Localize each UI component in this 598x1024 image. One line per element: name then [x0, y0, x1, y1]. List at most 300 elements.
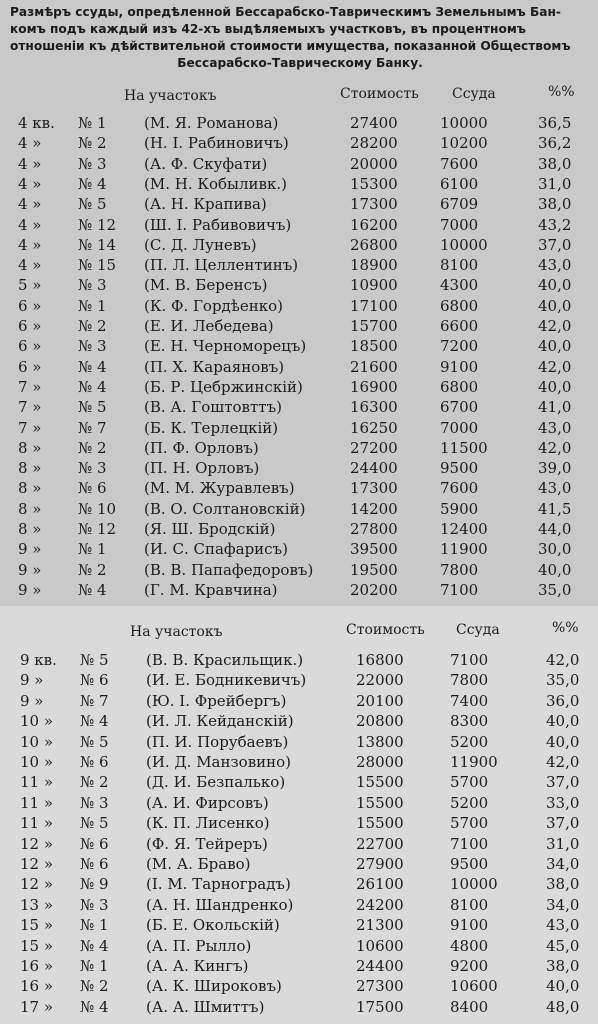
owner-cell: (В. О. Солтановскій) — [144, 499, 306, 518]
plot-number-cell: № 9 — [80, 875, 109, 894]
table-row — [0, 732, 598, 752]
percent-cell: 40,0 — [538, 337, 572, 356]
value-cell: 21600 — [350, 357, 398, 376]
percent-cell: 30,0 — [538, 540, 572, 559]
owner-cell: (М. Н. Кобыливк.) — [144, 174, 287, 193]
value-cell: 27800 — [350, 520, 398, 538]
value-cell: 26800 — [350, 235, 398, 254]
table-row — [0, 418, 598, 438]
value-cell: 18500 — [350, 337, 398, 356]
plot-number-cell: № 4 — [78, 580, 107, 599]
loan-cell: 6600 — [440, 317, 479, 335]
percent-cell: 42,0 — [538, 317, 572, 335]
value-cell: 28200 — [350, 134, 398, 153]
quarter-cell: 12 » — [20, 834, 54, 853]
table-row — [0, 772, 598, 792]
owner-cell: (В. А. Гоштовттъ) — [144, 398, 282, 417]
plot-number-cell: № 2 — [78, 560, 107, 579]
owner-cell: (М. Я. Романова) — [144, 114, 279, 132]
plot-number-cell: № 3 — [80, 895, 109, 914]
percent-cell: 38,0 — [546, 875, 580, 894]
value-cell: 15700 — [350, 317, 398, 335]
loan-cell: 11500 — [440, 438, 488, 457]
plot-number-cell: № 4 — [78, 357, 107, 376]
owner-cell: (Г. М. Кравчина) — [144, 580, 278, 599]
quarter-cell: 7 » — [18, 377, 42, 396]
quarter-cell: 5 » — [18, 276, 42, 295]
loan-cell: 7400 — [450, 691, 489, 710]
loan-cell: 9100 — [440, 357, 479, 376]
table-row — [0, 854, 598, 874]
percent-cell: 45,0 — [546, 936, 580, 955]
percent-cell: 34,0 — [546, 895, 580, 914]
owner-cell: (К. Ф. Гордѣенко) — [144, 296, 283, 315]
table-row — [0, 133, 598, 153]
loan-cell: 9200 — [450, 957, 489, 975]
plot-number-cell: № 1 — [78, 296, 107, 315]
table-row — [0, 397, 598, 417]
percent-cell: 42,0 — [538, 438, 572, 457]
value-cell: 17300 — [350, 195, 398, 214]
quarter-cell: 4 » — [18, 134, 42, 153]
percent-cell: 43,0 — [538, 256, 572, 275]
owner-cell: (Е. И. Лебедева) — [144, 317, 274, 335]
percent-cell: 37,0 — [546, 814, 580, 833]
owner-cell: (Е. Н. Черноморецъ) — [144, 337, 307, 356]
plot-number-cell: № 14 — [78, 235, 117, 254]
plot-number-cell: № 12 — [78, 215, 117, 234]
percent-cell: 42,0 — [546, 651, 580, 669]
percent-cell: 37,0 — [538, 235, 572, 254]
loan-cell: 7800 — [450, 671, 489, 690]
table-row — [0, 336, 598, 356]
value-cell: 27400 — [350, 114, 398, 132]
plot-number-cell: № 5 — [80, 814, 109, 833]
table-row — [0, 813, 598, 833]
table-row — [0, 458, 598, 478]
percent-cell: 40,0 — [538, 276, 572, 295]
quarter-cell: 8 » — [18, 438, 42, 457]
quarter-cell: 11 » — [20, 773, 54, 792]
quarter-cell: 8 » — [18, 479, 42, 498]
percent-cell: 31,0 — [538, 174, 572, 193]
plot-number-cell: № 12 — [78, 520, 117, 538]
plot-number-cell: № 4 — [80, 936, 109, 955]
loan-cell: 10600 — [450, 977, 498, 996]
quarter-cell: 6 » — [18, 317, 42, 335]
table-row — [0, 560, 598, 580]
owner-cell: (Б. Е. Окольскій) — [146, 916, 280, 935]
loan-cell: 7600 — [440, 154, 479, 173]
percent-cell: 40,0 — [538, 296, 572, 315]
quarter-cell: 11 » — [20, 814, 54, 833]
quarter-cell: 13 » — [20, 895, 54, 914]
owner-cell: (А. К. Широковъ) — [146, 977, 282, 996]
percent-cell: 42,0 — [538, 357, 572, 376]
plot-number-cell: № 4 — [80, 712, 109, 731]
loan-cell: 5200 — [450, 732, 489, 751]
quarter-cell: 9 » — [18, 580, 42, 599]
header-value-2: Стоимость — [346, 622, 425, 638]
value-cell: 10900 — [350, 276, 398, 295]
loan-cell: 6800 — [440, 377, 479, 396]
quarter-cell: 15 » — [20, 916, 54, 935]
header-plot-2: На участокъ — [130, 624, 223, 640]
owner-cell: (К. П. Лисенко) — [146, 814, 270, 833]
percent-cell: 40,0 — [538, 377, 572, 396]
loan-cell: 6700 — [440, 398, 479, 417]
plot-number-cell: № 5 — [80, 732, 109, 751]
value-cell: 16250 — [350, 418, 398, 437]
table-row — [0, 438, 598, 458]
quarter-cell: 9 » — [18, 560, 42, 579]
percent-cell: 40,0 — [546, 732, 580, 751]
quarter-cell: 9 кв. — [20, 651, 57, 669]
loan-cell: 10000 — [440, 235, 488, 254]
table-row — [0, 255, 598, 275]
value-cell: 24200 — [356, 895, 404, 914]
loan-cell: 8300 — [450, 712, 489, 731]
quarter-cell: 6 » — [18, 296, 42, 315]
plot-number-cell: № 2 — [78, 134, 107, 153]
value-cell: 15500 — [356, 793, 404, 812]
owner-cell: (Б. К. Терлецкій) — [144, 418, 279, 437]
owner-cell: (Д. И. Безпалько) — [146, 773, 286, 792]
owner-cell: (И. С. Спафарисъ) — [144, 540, 288, 559]
plot-number-cell: № 10 — [78, 499, 117, 518]
table-row — [0, 915, 598, 935]
plot-number-cell: № 6 — [80, 753, 109, 771]
table-row — [0, 113, 598, 133]
table-row — [0, 976, 598, 996]
quarter-cell: 7 » — [18, 418, 42, 437]
quarter-cell: 11 » — [20, 793, 54, 812]
percent-cell: 36,5 — [538, 114, 572, 132]
owner-cell: (І. М. Тарноградъ) — [146, 875, 291, 894]
loan-cell: 6100 — [440, 174, 479, 193]
quarter-cell: 12 » — [20, 875, 54, 894]
percent-cell: 43,2 — [538, 215, 572, 234]
value-cell: 24400 — [350, 459, 398, 478]
loan-cell: 5700 — [450, 773, 489, 792]
value-cell: 26100 — [356, 875, 404, 894]
header-value: Стоимость — [340, 86, 419, 102]
table-row — [0, 154, 598, 174]
quarter-cell: 12 » — [20, 855, 54, 873]
owner-cell: (В. В. Папафедоровъ) — [144, 560, 314, 579]
loan-cell: 11900 — [450, 753, 498, 771]
percent-cell: 34,0 — [546, 855, 580, 873]
percent-cell: 48,0 — [546, 997, 580, 1016]
quarter-cell: 16 » — [20, 957, 54, 975]
loan-cell: 4800 — [450, 936, 489, 955]
percent-cell: 35,0 — [546, 671, 580, 690]
value-cell: 15300 — [350, 174, 398, 193]
plot-number-cell: № 15 — [78, 256, 117, 275]
owner-cell: (П. Ф. Орловъ) — [144, 438, 259, 457]
percent-cell: 35,0 — [538, 580, 572, 599]
loan-cell: 8100 — [440, 256, 479, 275]
owner-cell: (А. А. Шмиттъ) — [146, 997, 265, 1016]
owner-cell: (И. Е. Бодникевичъ) — [146, 671, 307, 690]
value-cell: 20800 — [356, 712, 404, 731]
percent-cell: 40,0 — [546, 712, 580, 731]
owner-cell: (Ф. Я. Тейреръ) — [146, 834, 268, 853]
owner-cell: (С. Д. Луневъ) — [144, 235, 257, 254]
loan-cell: 10000 — [440, 114, 488, 132]
loan-cell: 5700 — [450, 814, 489, 833]
loan-cell: 8400 — [450, 997, 489, 1016]
plot-number-cell: № 5 — [80, 651, 109, 669]
loan-cell: 7200 — [440, 337, 479, 356]
plot-number-cell: № 3 — [78, 459, 107, 478]
table-row — [0, 670, 598, 690]
quarter-cell: 4 » — [18, 154, 42, 173]
percent-cell: 40,0 — [538, 560, 572, 579]
owner-cell: (А. Н. Крапива) — [144, 195, 267, 214]
owner-cell: (Ю. І. Фрейбергъ) — [146, 691, 287, 710]
percent-cell: 44,0 — [538, 520, 572, 538]
value-cell: 16200 — [350, 215, 398, 234]
table-row — [0, 478, 598, 498]
plot-number-cell: № 4 — [78, 174, 107, 193]
loan-cell: 6800 — [440, 296, 479, 315]
value-cell: 17500 — [356, 997, 404, 1016]
owner-cell: (Н. І. Рабиновичъ) — [144, 134, 289, 153]
value-cell: 24400 — [356, 957, 404, 975]
plot-number-cell: № 6 — [80, 855, 109, 873]
table-row — [0, 691, 598, 711]
percent-cell: 42,0 — [546, 753, 580, 771]
loan-cell: 7600 — [440, 479, 479, 498]
quarter-cell: 8 » — [18, 459, 42, 478]
plot-number-cell: № 2 — [80, 773, 109, 792]
owner-cell: (Ш. І. Рабивовичъ) — [144, 215, 292, 234]
owner-cell: (П. Х. Караяновъ) — [144, 357, 285, 376]
quarter-cell: 6 » — [18, 357, 42, 376]
table-row — [0, 174, 598, 194]
owner-cell: (А. И. Фирсовъ) — [146, 793, 269, 812]
plot-number-cell: № 3 — [78, 337, 107, 356]
plot-number-cell: № 1 — [78, 114, 107, 132]
table-row — [0, 316, 598, 336]
quarter-cell: 8 » — [18, 499, 42, 518]
table-row — [0, 275, 598, 295]
value-cell: 27900 — [356, 855, 404, 873]
quarter-cell: 10 » — [20, 712, 54, 731]
loan-cell: 7100 — [450, 651, 489, 669]
loan-cell: 5200 — [450, 793, 489, 812]
table-row — [0, 499, 598, 519]
plot-number-cell: № 5 — [78, 398, 107, 417]
header-pct-2: %% — [552, 620, 579, 636]
table-row — [0, 215, 598, 235]
table-row — [0, 936, 598, 956]
value-cell: 17100 — [350, 296, 398, 315]
percent-cell: 41,0 — [538, 398, 572, 417]
quarter-cell: 4 » — [18, 235, 42, 254]
percent-cell: 39,0 — [538, 459, 572, 478]
value-cell: 18900 — [350, 256, 398, 275]
title-line-3: отношеніи къ дѣйствительной стоимости имущества, показанной Обществомъ — [10, 39, 571, 53]
quarter-cell: 7 » — [18, 398, 42, 417]
value-cell: 21300 — [356, 916, 404, 935]
loan-cell: 9500 — [450, 855, 489, 873]
plot-number-cell: № 6 — [80, 834, 109, 853]
value-cell: 20000 — [350, 154, 398, 173]
value-cell: 16900 — [350, 377, 398, 396]
loan-cell: 9500 — [440, 459, 479, 478]
quarter-cell: 8 » — [18, 520, 42, 538]
loan-cell: 10200 — [440, 134, 488, 153]
loan-cell: 6709 — [440, 195, 479, 214]
percent-cell: 36,2 — [538, 134, 572, 153]
loan-cell: 7000 — [440, 418, 479, 437]
loan-cell: 7100 — [440, 580, 479, 599]
table-row — [0, 793, 598, 813]
quarter-cell: 16 » — [20, 977, 54, 996]
table-row — [0, 296, 598, 316]
percent-cell: 37,0 — [546, 773, 580, 792]
loan-cell: 11900 — [440, 540, 488, 559]
plot-number-cell: № 2 — [78, 438, 107, 457]
table-row — [0, 539, 598, 559]
value-cell: 15500 — [356, 814, 404, 833]
owner-cell: (Я. Ш. Бродскій) — [144, 520, 276, 538]
plot-number-cell: № 7 — [80, 691, 109, 710]
plot-number-cell: № 3 — [78, 154, 107, 173]
owner-cell: (А. А. Кингъ) — [146, 957, 249, 975]
loan-cell: 7000 — [440, 215, 479, 234]
owner-cell: (И. Д. Манзовино) — [146, 753, 292, 771]
table-row — [0, 194, 598, 214]
table-row — [0, 752, 598, 772]
header-pct: %% — [548, 84, 575, 100]
value-cell: 28000 — [356, 753, 404, 771]
owner-cell: (М. М. Журавлевъ) — [144, 479, 295, 498]
value-cell: 16300 — [350, 398, 398, 417]
value-cell: 10600 — [356, 936, 404, 955]
quarter-cell: 10 » — [20, 732, 54, 751]
value-cell: 17300 — [350, 479, 398, 498]
plot-number-cell: № 3 — [78, 276, 107, 295]
value-cell: 15500 — [356, 773, 404, 792]
table-row — [0, 834, 598, 854]
plot-number-cell: № 2 — [78, 317, 107, 335]
table-row — [0, 895, 598, 915]
table-row — [0, 997, 598, 1017]
quarter-cell: 9 » — [20, 691, 44, 710]
document-title — [10, 4, 590, 72]
plot-number-cell: № 1 — [80, 957, 109, 975]
owner-cell: (П. И. Порубаевъ) — [146, 732, 289, 751]
title-line-4: Бессарабско-Таврическому Банку. — [177, 56, 423, 70]
plot-number-cell: № 1 — [80, 916, 109, 935]
loan-cell: 5900 — [440, 499, 479, 518]
title-line-1: Размѣръ ссуды, опредѣленной Бессарабско-Таврическимъ Земельнымъ Бан- — [10, 5, 561, 19]
plot-number-cell: № 6 — [78, 479, 107, 498]
loan-cell: 8100 — [450, 895, 489, 914]
percent-cell: 43,0 — [538, 479, 572, 498]
plot-number-cell: № 3 — [80, 793, 109, 812]
value-cell: 16800 — [356, 651, 404, 669]
quarter-cell: 15 » — [20, 936, 54, 955]
value-cell: 13800 — [356, 732, 404, 751]
plot-number-cell: № 5 — [78, 195, 107, 214]
plot-number-cell: № 7 — [78, 418, 107, 437]
value-cell: 27300 — [356, 977, 404, 996]
percent-cell: 38,0 — [546, 957, 580, 975]
loan-cell: 7100 — [450, 834, 489, 853]
value-cell: 20200 — [350, 580, 398, 599]
loan-cell: 10000 — [450, 875, 498, 894]
owner-cell: (Б. Р. Цебржинскій) — [144, 377, 303, 396]
page-fragment-bottom — [0, 606, 598, 1024]
owner-cell: (А. П. Рылло) — [146, 936, 252, 955]
quarter-cell: 10 » — [20, 753, 54, 771]
quarter-cell: 6 » — [18, 337, 42, 356]
plot-number-cell: № 1 — [78, 540, 107, 559]
percent-cell: 43,0 — [546, 916, 580, 935]
owner-cell: (И. Л. Кейданскій) — [146, 712, 294, 731]
title-line-2: комъ подъ каждый изъ 42-хъ выдѣляемыхъ участковъ, въ процентномъ — [10, 22, 526, 36]
owner-cell: (А. Ф. Скуфати) — [144, 154, 268, 173]
owner-cell: (В. В. Красильщик.) — [146, 651, 304, 669]
percent-cell: 38,0 — [538, 195, 572, 214]
value-cell: 22000 — [356, 671, 404, 690]
loan-cell: 12400 — [440, 520, 488, 538]
header-loan: Ссуда — [452, 86, 496, 102]
percent-cell: 41,5 — [538, 499, 572, 518]
percent-cell: 38,0 — [538, 154, 572, 173]
quarter-cell: 17 » — [20, 997, 54, 1016]
loan-cell: 9100 — [450, 916, 489, 935]
table-row — [0, 235, 598, 255]
value-cell: 14200 — [350, 499, 398, 518]
table-row — [0, 650, 598, 670]
plot-number-cell: № 2 — [80, 977, 109, 996]
quarter-cell: 9 » — [20, 671, 44, 690]
quarter-cell: 4 » — [18, 256, 42, 275]
plot-number-cell: № 4 — [80, 997, 109, 1016]
value-cell: 19500 — [350, 560, 398, 579]
value-cell: 20100 — [356, 691, 404, 710]
value-cell: 22700 — [356, 834, 404, 853]
owner-cell: (А. Н. Шандренко) — [146, 895, 294, 914]
header-loan-2: Ссуда — [456, 622, 500, 638]
percent-cell: 33,0 — [546, 793, 580, 812]
owner-cell: (П. Л. Целлентинъ) — [144, 256, 299, 275]
percent-cell: 43,0 — [538, 418, 572, 437]
table-row — [0, 580, 598, 600]
percent-cell: 31,0 — [546, 834, 580, 853]
header-plot: На участокъ — [124, 88, 217, 104]
plot-number-cell: № 4 — [78, 377, 107, 396]
table-row — [0, 874, 598, 894]
quarter-cell: 9 » — [18, 540, 42, 559]
loan-cell: 4300 — [440, 276, 479, 295]
table-row — [0, 377, 598, 397]
table-row — [0, 711, 598, 731]
quarter-cell: 4 » — [18, 174, 42, 193]
percent-cell: 40,0 — [546, 977, 580, 996]
value-cell: 27200 — [350, 438, 398, 457]
loan-cell: 7800 — [440, 560, 479, 579]
table-row — [0, 357, 598, 377]
value-cell: 39500 — [350, 540, 398, 559]
quarter-cell: 4 » — [18, 215, 42, 234]
table-row — [0, 519, 598, 539]
